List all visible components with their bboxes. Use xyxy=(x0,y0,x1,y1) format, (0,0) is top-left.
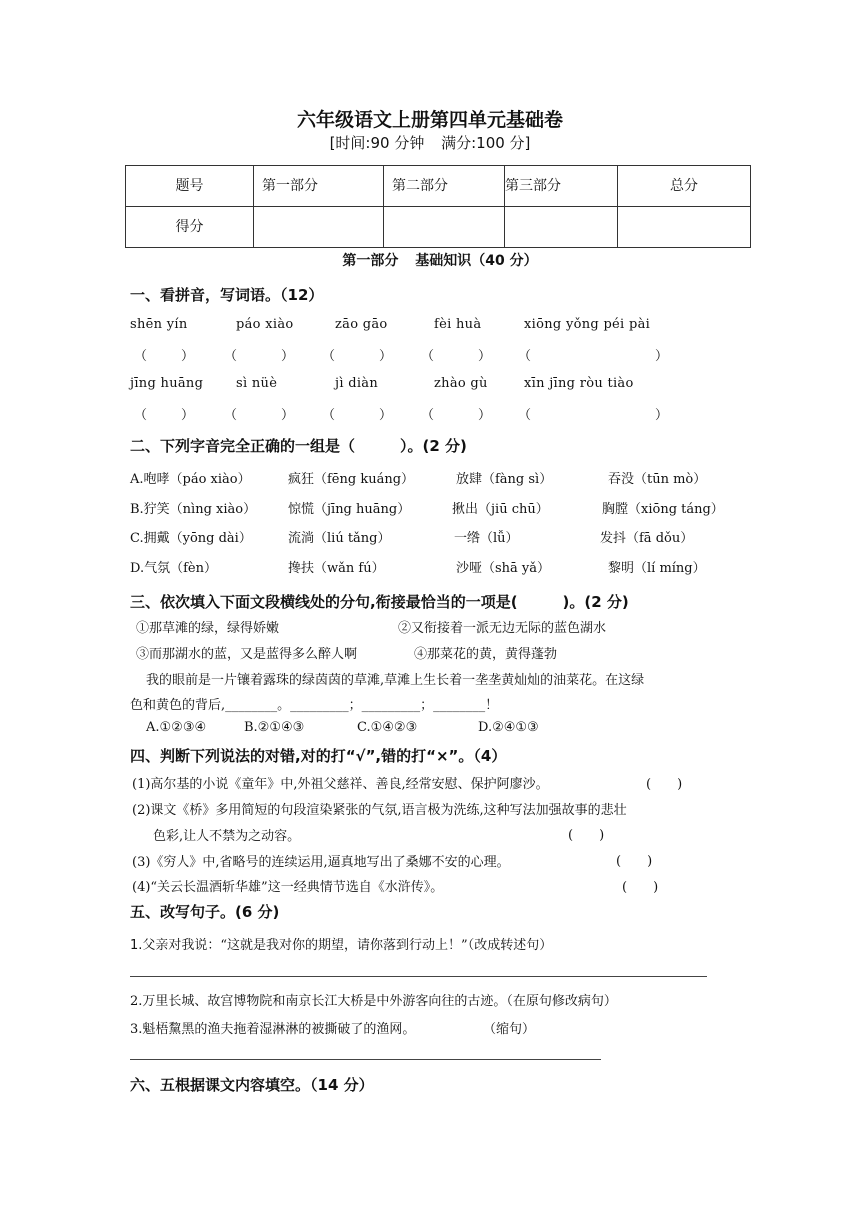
q2-option-c-2: 流淌（liú tǎng） xyxy=(288,531,391,546)
q4-heading: 四、判断下列说法的对错,对的打“√”,错的打“×”。（4） xyxy=(130,747,507,765)
time-limit: [时间:90 分钟 xyxy=(329,134,425,152)
q2-option-c-3: 一绺（lǚ） xyxy=(454,531,519,546)
q3-choice-d: D.②④①③ xyxy=(478,720,539,735)
answer-box-2-2[interactable]: （ ） xyxy=(224,408,295,423)
q2-option-c-4: 发抖（fā dǒu） xyxy=(600,531,694,546)
score-cell-part-two[interactable] xyxy=(384,207,505,248)
pinyin-2-3: jì diàn xyxy=(335,376,379,391)
q5-sentence-1 xyxy=(130,934,552,953)
pinyin-1-4: fèi huà xyxy=(434,317,482,332)
q6-heading: 六、五根据课文内容填空。（14 分） xyxy=(130,1076,374,1094)
pinyin-1-5: xiōng yǒng péi pài xyxy=(524,317,651,332)
answer-box-2-4[interactable]: （ ） xyxy=(421,408,492,423)
score-cell-total[interactable] xyxy=(618,207,751,248)
q1-heading: 一、看拼音，写词语。（12） xyxy=(130,286,324,304)
answer-box-1-5[interactable]: （ ） xyxy=(518,349,669,364)
q4-blank-1[interactable]: ( ) xyxy=(646,777,683,792)
q5-sentence-1-text: 父亲对我说：“这就是我对你的期望，请你落到行动上！”（改成转述句） xyxy=(142,938,553,953)
q4-item-3: (3)《穷人》中,省略号的连续运用,逼真地写出了桑娜不安的心理。 xyxy=(132,855,510,870)
q4-blank-4[interactable]: ( ) xyxy=(622,880,659,895)
q2-option-a-4: 吞没（tūn mò） xyxy=(608,472,707,487)
q3-clause-1: ①那草滩的绿，绿得娇嫩 xyxy=(136,621,280,636)
full-score: 满分:100 分] xyxy=(441,134,531,152)
pinyin-1-2: páo xiào xyxy=(236,317,294,332)
q2-option-b-4: 胸膛（xiōng táng） xyxy=(602,502,724,517)
score-table-header-row xyxy=(126,166,751,207)
q3-choice-c: C.①④②③ xyxy=(357,720,418,735)
pinyin-1-3: zāo gāo xyxy=(335,317,388,332)
header-part-three: 第三部分 xyxy=(505,178,561,194)
q4-item-2-cont: 色彩,让人不禁为之动容。 xyxy=(153,829,301,844)
q3-choice-b: B.②①④③ xyxy=(244,720,305,735)
score-cell-part-three[interactable] xyxy=(505,207,618,248)
q2-option-a-2: 疯狂（fēng kuáng） xyxy=(288,472,415,487)
q3-heading: 三、依次填入下面文段横线处的分句,衔接最恰当的一项是( )。(2 分) xyxy=(130,593,629,611)
q2-heading: 二、下列字音完全正确的一组是（ ）。(2 分) xyxy=(130,437,467,455)
q3-clause-4: ④那菜花的黄，黄得蓬勃 xyxy=(414,647,558,662)
q2-option-c-1: C.拥戴（yōng dài） xyxy=(130,531,252,546)
q5-sentence-3: 3.魁梧黧黑的渔夫拖着湿淋淋的被撕破了的渔网。 xyxy=(130,1022,416,1037)
q4-item-2: (2)课文《桥》多用简短的句段渲染紧张的气氛,语言极为洗练,这种写法加强故事的悲壮 xyxy=(132,803,627,818)
q3-choice-a: A.①②③④ xyxy=(146,720,207,735)
header-total: 总分 xyxy=(670,178,698,194)
score-table-score-row xyxy=(126,207,751,248)
q5-heading: 五、改写句子。(6 分) xyxy=(130,903,280,921)
header-question-number: 题号 xyxy=(175,178,204,194)
q5-sentence-1-number: 1. xyxy=(130,938,143,953)
page-title: 六年级语文上册第四单元基础卷 xyxy=(296,109,563,131)
part-one-title: 基础知识（40 分） xyxy=(415,253,538,269)
q4-blank-2[interactable]: ( ) xyxy=(568,828,605,843)
header-part-two: 第二部分 xyxy=(392,178,448,194)
header-part-one: 第一部分 xyxy=(262,178,318,194)
answer-box-2-1[interactable]: （ ） xyxy=(134,408,195,423)
answer-box-1-3[interactable]: （ ） xyxy=(322,349,393,364)
q3-passage-line-2: 色和黄色的背后,________。_________；_________；________！ xyxy=(130,698,499,713)
pinyin-2-2: sì nüè xyxy=(236,376,278,391)
q2-option-b-1: B.狞笑（nìng xiào） xyxy=(130,502,257,517)
score-cell-part-one[interactable] xyxy=(254,207,384,248)
q5-sentence-3-note: （缩句） xyxy=(483,1022,536,1037)
pinyin-2-4: zhào gù xyxy=(434,376,488,391)
q2-option-d-1: D.气氛（fèn） xyxy=(130,561,217,576)
q3-passage-line-1: 我的眼前是一片镶着露珠的绿茵茵的草滩,草滩上生长着一垄垄黄灿灿的油菜花。在这绿 xyxy=(146,673,645,688)
row-label-score: 得分 xyxy=(175,219,204,235)
page-subtitle xyxy=(0,132,860,153)
q3-clause-2: ②又衔接着一派无边无际的蓝色湖水 xyxy=(398,621,607,636)
pinyin-2-5: xīn jīng ròu tiào xyxy=(524,376,634,391)
pinyin-2-1: jīng huāng xyxy=(130,376,204,391)
answer-box-1-4[interactable]: （ ） xyxy=(421,349,492,364)
score-table xyxy=(125,165,751,248)
q5-answer-line-1[interactable] xyxy=(130,976,707,977)
q2-option-a-3: 放肆（fàng sì） xyxy=(456,472,553,487)
answer-box-1-2[interactable]: （ ） xyxy=(224,349,295,364)
q5-sentence-2: 2.万里长城、故宫博物院和南京长江大桥是中外游客向往的古迹。（在原句修改病句） xyxy=(130,994,617,1009)
q4-blank-3[interactable]: ( ) xyxy=(616,854,653,869)
q2-option-b-2: 惊慌（jīng huāng） xyxy=(288,502,411,517)
q2-option-d-4: 黎明（lí míng） xyxy=(608,561,706,576)
q2-option-b-3: 揪出（jiū chū） xyxy=(452,502,549,517)
pinyin-1-1: shēn yín xyxy=(130,317,188,332)
q2-option-d-2: 搀扶（wǎn fú） xyxy=(288,561,385,576)
part-one-heading xyxy=(0,250,860,270)
q2-option-a-1: A.咆哮（páo xiào） xyxy=(130,472,251,487)
answer-box-2-5[interactable]: （ ） xyxy=(518,408,669,423)
q5-answer-line-3[interactable] xyxy=(130,1059,601,1060)
q2-option-d-3: 沙哑（shā yǎ） xyxy=(456,561,551,576)
q4-item-4: (4)“关云长温酒斩华雄”这一经典情节选自《水浒传》。 xyxy=(132,880,444,895)
answer-box-2-3[interactable]: （ ） xyxy=(322,408,393,423)
part-one-name: 第一部分 xyxy=(342,253,399,269)
q3-clause-3: ③而那湖水的蓝，又是蓝得多么醉人啊 xyxy=(136,647,358,662)
answer-box-1-1[interactable]: （ ） xyxy=(134,349,195,364)
q4-item-1: (1)高尔基的小说《童年》中,外祖父慈祥、善良,经常安慰、保护阿廖沙。 xyxy=(132,777,549,792)
